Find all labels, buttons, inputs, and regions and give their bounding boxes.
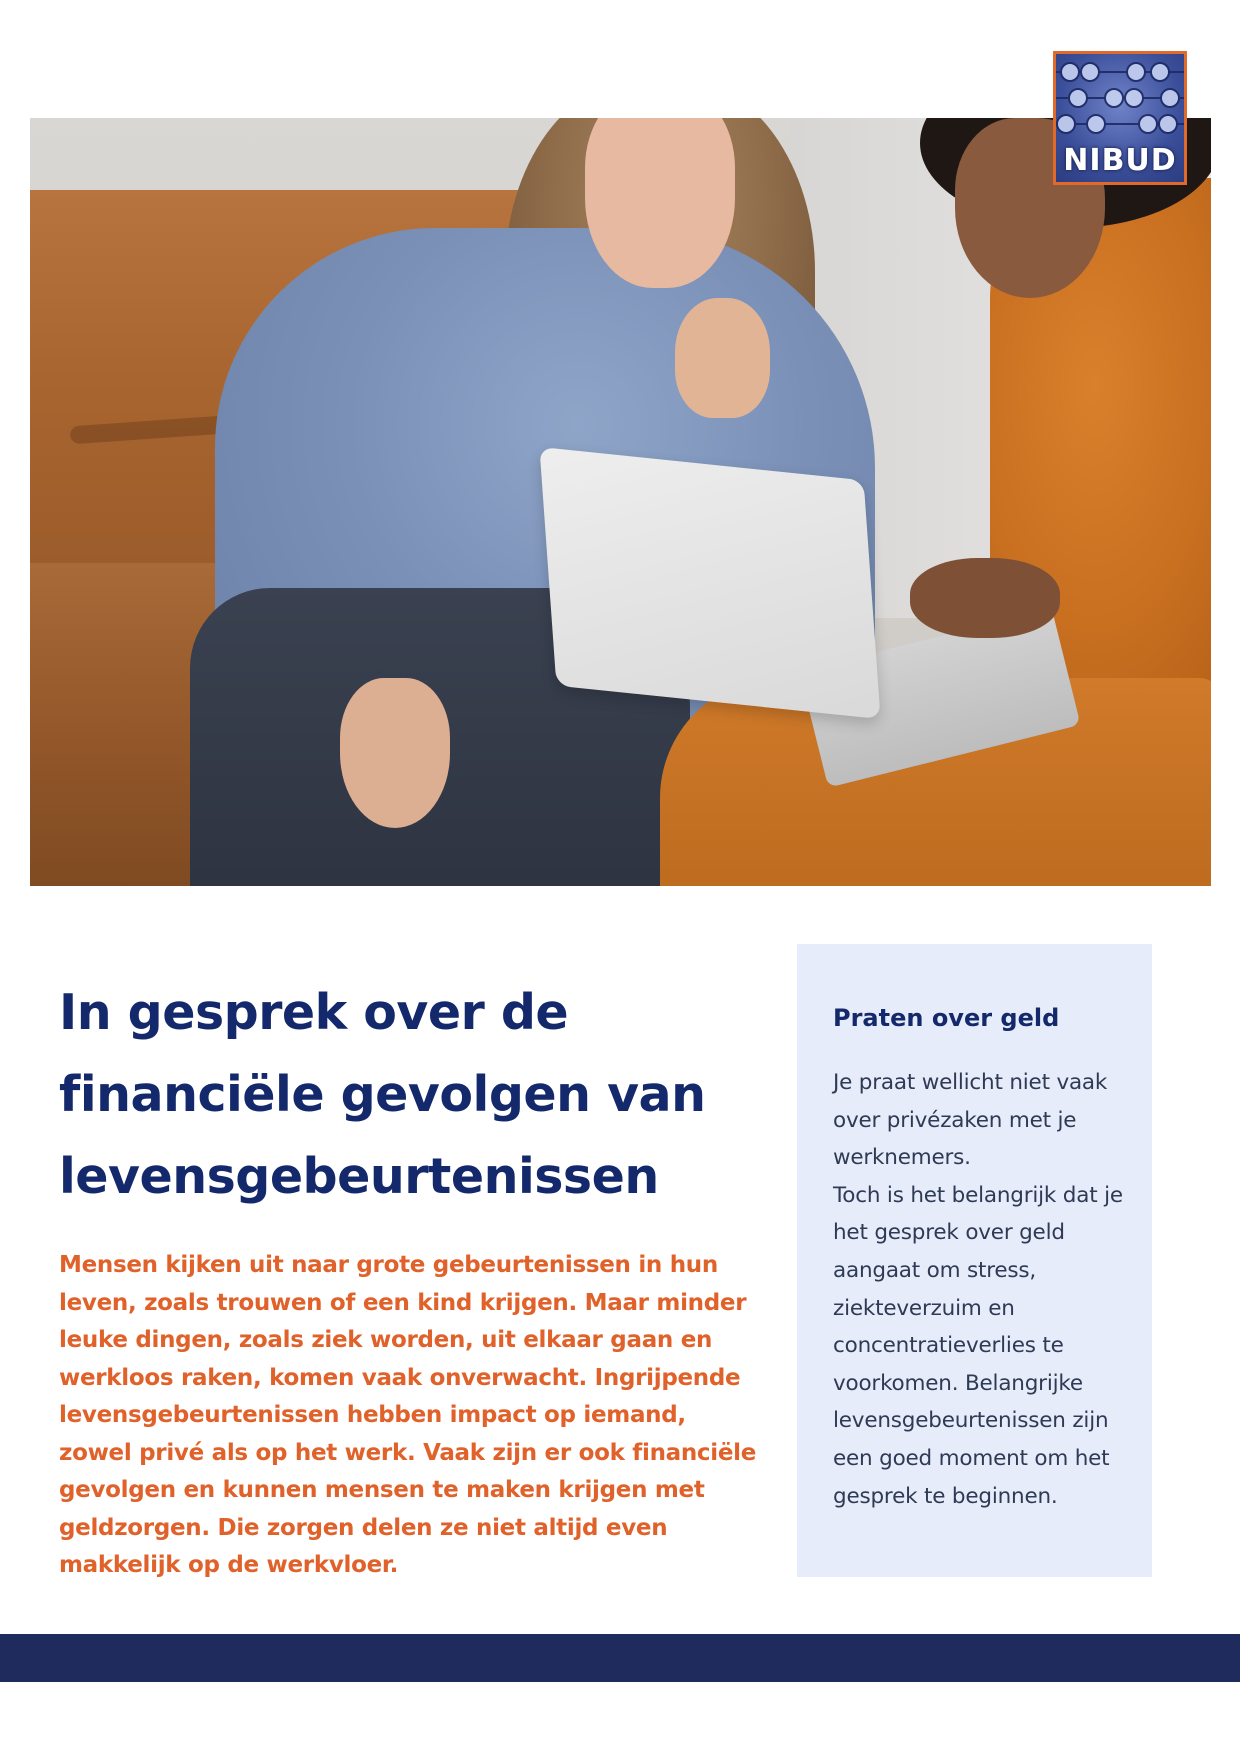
photo-hand-typing: [910, 558, 1060, 638]
title-line-3: levensgebeurtenissen: [59, 1148, 659, 1205]
photo-hand-chin: [675, 298, 770, 418]
hero-photo: [30, 118, 1211, 886]
photo-face-left: [585, 118, 735, 288]
footer-band: [0, 1634, 1240, 1682]
photo-laptop-lid: [539, 447, 880, 719]
info-box-title: Praten over geld: [833, 1004, 1060, 1032]
nibud-logo: [1053, 51, 1187, 185]
logo-text: NIBUD: [1063, 143, 1177, 178]
title-line-2: financiële gevolgen van: [59, 1066, 706, 1123]
title-line-1: In gesprek over de: [59, 984, 569, 1041]
intro-paragraph: Mensen kijken uit naar grote gebeurtenissen in hun leven, zoals trouwen of een kind krijgen. Maar minder leuke dingen, zoals ziek worden, uit elkaar gaan en werkloos raken, komen vaak onverwacht. Ingrijpende levensgebeurtenissen hebben impact op iemand, zowel privé als op het werk. Vaak zijn er ook financiële gevolgen en kunnen mensen te maken krijgen met geldzorgen. Die zorgen delen ze niet altijd even makkelijk op de werkvloer.: [59, 1252, 757, 1578]
page-title: [59, 972, 719, 1218]
photo-hand-knee: [340, 678, 450, 828]
info-box-body: [833, 1064, 1133, 1515]
info-box: [797, 944, 1152, 1577]
info-box-paragraph-2: Toch is het belangrijk dat je het gesprek over geld aangaat om stress, ziekteverzuim en concentratieverlies te voorkomen. Belangrijke levensgebeurtenissen zijn een goed moment om het gesprek te beginnen.: [833, 1182, 1123, 1509]
info-box-paragraph-1: Je praat wellicht niet vaak over privézaken met je werknemers.: [833, 1070, 1108, 1171]
